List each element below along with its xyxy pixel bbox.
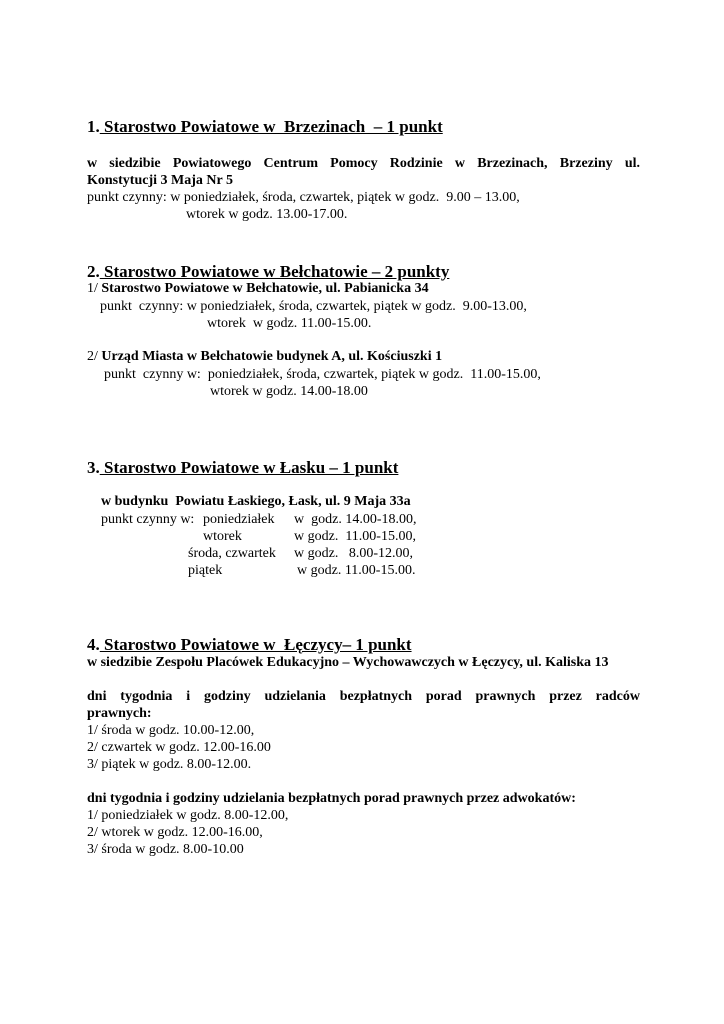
section-3-heading	[87, 458, 398, 478]
schedule-hours: w godz. 8.00-12.00,	[294, 546, 413, 561]
section-2-title: Starostwo Powiatowe w Bełchatowie – 2 punkty	[99, 262, 450, 281]
schedule-day: poniedziałek	[203, 512, 275, 527]
section-2-point-1-hours-line1: punkt czynny: w poniedziałek, środa, czwartek, piątek w godz. 9.00-13.00,	[100, 299, 527, 314]
section-1-title: Starostwo Powiatowe w Brzezinach – 1 punkt	[99, 117, 443, 136]
list-item: 2/ czwartek w godz. 12.00-16.00	[87, 740, 271, 755]
section-2-point-2-hours-line1: punkt czynny w: poniedziałek, środa, czwartek, piątek w godz. 11.00-15.00,	[104, 367, 541, 382]
section-1-location-line2: Konstytucji 3 Maja Nr 5	[87, 173, 233, 188]
list-item: 3/ piątek w godz. 8.00-12.00.	[87, 757, 252, 772]
schedule-hours: w godz. 14.00-18.00,	[294, 512, 417, 527]
radcy-heading-line1: dni tygodnia i godziny udzielania bezpłatnych porad prawnych przez radców	[87, 689, 640, 704]
section-2-point-2-hours-line2: wtorek w godz. 14.00-18.00	[210, 384, 368, 399]
section-4-location: w siedzibie Zespołu Placówek Edukacyjno – Wychowawczych w Łęczycy, ul. Kaliska 13	[87, 655, 609, 670]
list-item: 3/ środa w godz. 8.00-10.00	[87, 842, 244, 857]
section-4-number: 4.	[87, 635, 100, 654]
section-3-label: punkt czynny w:	[101, 512, 195, 527]
point-2-address: Urząd Miasta w Bełchatowie budynek A, ul. Kościuszki 1	[101, 349, 443, 364]
schedule-hours: w godz. 11.00-15.00.	[297, 563, 416, 578]
section-3-title: Starostwo Powiatowe w Łasku – 1 punkt	[99, 458, 399, 477]
section-1-number: 1.	[87, 117, 100, 136]
list-item: 1/ poniedziałek w godz. 8.00-12.00,	[87, 808, 289, 823]
list-item: 2/ wtorek w godz. 12.00-16.00,	[87, 825, 263, 840]
section-2-number: 2.	[87, 262, 100, 281]
point-2-prefix: 2/	[87, 349, 102, 364]
schedule-day: wtorek	[203, 529, 242, 544]
radcy-heading-line2: prawnych:	[87, 706, 152, 721]
section-2-heading	[87, 262, 449, 282]
section-2-point-1-hours-line2: wtorek w godz. 11.00-15.00.	[207, 316, 372, 331]
point-1-prefix: 1/	[87, 281, 102, 296]
section-4-title: Starostwo Powiatowe w Łęczycy– 1 punkt	[99, 635, 412, 654]
section-2-point-1-location	[87, 281, 429, 297]
section-1-location-line1: w siedzibie Powiatowego Centrum Pomocy Rodzinie w Brzezinach, Brzeziny ul.	[87, 156, 640, 171]
section-3-location: w budynku Powiatu Łaskiego, Łask, ul. 9 Maja 33a	[101, 494, 411, 509]
list-item: 1/ środa w godz. 10.00-12.00,	[87, 723, 255, 738]
section-2-point-2-location	[87, 349, 442, 365]
section-4-heading	[87, 635, 412, 655]
section-1-hours-line2: wtorek w godz. 13.00-17.00.	[186, 207, 348, 222]
schedule-day: środa, czwartek	[188, 546, 276, 561]
section-3-number: 3.	[87, 458, 100, 477]
point-1-address: Starostwo Powiatowe w Bełchatowie, ul. Pabianicka 34	[101, 281, 429, 296]
schedule-hours: w godz. 11.00-15.00,	[294, 529, 416, 544]
section-1-heading	[87, 117, 443, 137]
section-1-hours-line1: punkt czynny: w poniedziałek, środa, czwartek, piątek w godz. 9.00 – 13.00,	[87, 190, 520, 205]
schedule-day: piątek	[188, 563, 223, 578]
adwokaci-heading: dni tygodnia i godziny udzielania bezpłatnych porad prawnych przez adwokatów:	[87, 791, 576, 806]
